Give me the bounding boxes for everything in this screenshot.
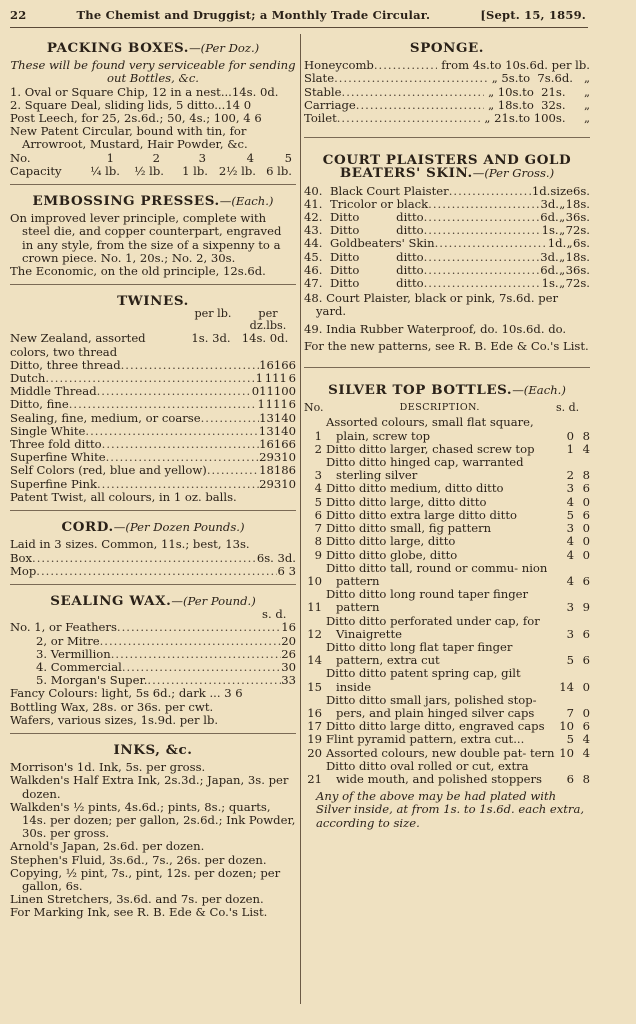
- table-row: 3 Ditto ditto hinged cap, warranted sterling silver 2 8: [314, 455, 590, 483]
- list-item: Linen Stretchers, 3s.6d. and 7s. per dozen.: [10, 892, 264, 907]
- table-row: 4. Commercial ..... 3 0: [10, 661, 296, 674]
- section-heading: PACKING BOXES.—(Per Doz.): [46, 40, 260, 56]
- twines-section: [10, 295, 296, 511]
- section-rule: [10, 510, 296, 511]
- table-row: 1 Assorted colours, small flat square, plain, screw top 0 8: [314, 415, 590, 443]
- table-row: 44. Goldbeaters' Skin ..... 1d. „ 6s.: [304, 237, 590, 250]
- twines-column-heads: per lb. per dz.lbs.: [194, 307, 287, 333]
- list-item: 48. Court Plaister, black or pink, 7s.6d. per yard.: [304, 291, 559, 319]
- table-row: New Zealand, assorted colors, two thread 1s. 3d. 14s. 0d.: [10, 331, 289, 359]
- section-rule: [304, 367, 590, 368]
- table-row: 2 Ditto ditto larger, chased screw top 1 4: [314, 441, 590, 456]
- list-item: 2. Square Deal, sliding lids, 5 ditto...14 0: [10, 97, 252, 112]
- embossing-presses-section: [10, 195, 296, 285]
- table-row: 7 Ditto ditto small, fig pattern 3 0: [314, 521, 590, 536]
- table-row: 5 Ditto ditto large, ditto ditto 4 0: [314, 494, 590, 509]
- table-row: 8 Ditto ditto large, ditto 4 0: [314, 534, 590, 549]
- section-text: On improved lever principle, complete with steel die, and copper counterpart, engraved in any style, from the size of a sixpenny to a crown piece. No. 1, 20s.; No. 2, 30s.: [10, 211, 282, 265]
- sealing-wax-section: [10, 592, 296, 734]
- table-row: 10 Ditto ditto tall, round or commu- nion pattern 4 6: [307, 560, 590, 588]
- box-capacity-row: Capacity ¼ lb. ½ lb. 1 lb. 2½ lb. 6 lb.: [10, 163, 292, 178]
- table-row: 40. Black Court Plaister ..... 1d. size 6s.: [304, 185, 590, 198]
- inks-section: [10, 741, 296, 920]
- table-row: 4 Ditto ditto medium, ditto ditto 3 6: [314, 481, 590, 496]
- section-heading: SEALING WAX.—(Per Pound.): [50, 592, 256, 609]
- table-row: 41. Tricolor or black ..... 3d. „ 18s.: [304, 198, 590, 211]
- table-row: Mop ..... 6 3: [10, 565, 296, 578]
- table-row: 42. Ditto ditto ..... 6d. „ 36s.: [304, 211, 590, 224]
- table-row: Toilet ..... „ 21s. to 100s. „: [304, 112, 590, 125]
- page-number: 22: [10, 8, 27, 22]
- table-row: 47. Ditto ditto ..... 1s. „ 72s.: [304, 277, 590, 290]
- section-text: The Economic, on the old principle, 12s.6d.: [10, 264, 266, 279]
- table-row: 16 Ditto ditto small jars, polished stop- pers, and plain hinged silver caps 7 0: [307, 692, 590, 720]
- table-row: Dutch ..... 1 1 11 6: [10, 372, 296, 385]
- twines-footer: Patent Twist, all colours, in 1 oz. balls.: [10, 489, 237, 504]
- list-item: For Marking Ink, see R. B. Ede & Co.'s List.: [10, 905, 268, 920]
- section-rule: [10, 184, 296, 185]
- cord-section: [10, 521, 296, 585]
- table-row: Box ..... 6s. 3d.: [10, 552, 296, 565]
- list-item: Arnold's Japan, 2s.6d. per dozen.: [10, 839, 205, 854]
- table-row: 5. Morgan's Super. ..... 3 3: [10, 674, 296, 687]
- section-heading: SPONGE.: [409, 40, 485, 56]
- table-row: Superfine Pink ..... 2 9 31 0: [10, 478, 296, 491]
- table-header: No. DESCRIPTION. s. d.: [304, 401, 580, 415]
- section-note: These will be found very serviceable for sending out Bottles, &c.: [10, 58, 296, 86]
- table-row: 20 Assorted colours, new double pat- tern 10 4: [307, 745, 590, 760]
- section-rule: [10, 733, 296, 734]
- left-column: [10, 32, 296, 920]
- header-rule: [10, 27, 588, 28]
- list-item: Fancy Colours: light, 5s 6d.; dark ... 3 6: [10, 686, 243, 701]
- table-row: 17 Ditto ditto large ditto, engraved caps 10 6: [307, 719, 590, 734]
- table-row: 45. Ditto ditto ..... 3d. „ 18s.: [304, 251, 590, 264]
- issue-date: [Sept. 15, 1859.: [480, 8, 586, 22]
- table-row: No. 1, or Feathers ..... 1 6: [10, 621, 296, 634]
- list-item: Stephen's Fluid, 3s.6d., 7s., 26s. per dozen.: [10, 852, 267, 867]
- table-row: 11 Ditto ditto long round taper finger pattern 3 9: [307, 587, 590, 615]
- table-row: 21 Ditto ditto oval rolled or cut, extra wide mouth, and polished stoppers 6 8: [307, 758, 590, 786]
- sponge-section: [304, 42, 590, 138]
- section-heading: INKS, &c.: [113, 741, 193, 758]
- list-item: Bottling Wax, 28s. or 36s. per cwt.: [10, 699, 214, 714]
- list-item: For the new patterns, see R. B. Ede & Co.'s List.: [304, 338, 589, 353]
- column-divider: [300, 34, 301, 1004]
- list-item: Morrison's 1d. Ink, 5s. per gross.: [10, 760, 206, 775]
- table-row: 2, or Mitre ..... 2 0: [10, 635, 296, 648]
- section-heading: EMBOSSING PRESSES.—(Each.): [32, 193, 274, 210]
- section-rule: [304, 137, 590, 138]
- table-row: 6 Ditto ditto extra large ditto ditto 5 6: [314, 507, 590, 522]
- table-row: Slate ..... „ 5s. to 7s.6d. „: [304, 72, 590, 85]
- table-row: Three fold ditto ..... 1 6 16 6: [10, 438, 296, 451]
- silver-top-bottles-section: [304, 384, 590, 830]
- section-rule: [10, 284, 296, 285]
- list-item: 49. India Rubber Waterproof, do. 10s.6d. do.: [304, 321, 567, 336]
- table-row: 9 Ditto ditto globe, ditto 4 0: [314, 547, 590, 562]
- section-heading: SILVER TOP BOTTLES.—(Each.): [328, 382, 566, 399]
- court-plaister-section: [304, 154, 590, 368]
- journal-title: The Chemist and Druggist; a Monthly Trade Circular.: [76, 8, 431, 22]
- packing-boxes-section: [10, 42, 296, 185]
- table-row: Ditto, three thread ..... 1 6 16 6: [10, 359, 296, 372]
- list-item: Post Leech, for 25, 2s.6d.; 50, 4s.; 100, 4 6: [10, 111, 262, 126]
- section-heading: TWINES.: [117, 293, 189, 310]
- table-row: Sealing, fine, medium, or coarse ..... 1 3 14 0: [10, 412, 296, 425]
- section-heading: COURT PLAISTERS AND GOLD BEATERS' SKIN.—(Per Gross.): [322, 152, 572, 182]
- list-item: Copying, ½ pint, 7s., pint, 12s. per dozen; per gallon, 6s.: [10, 865, 281, 893]
- table-row: 14 Ditto ditto long flat taper finger pattern, extra cut 5 6: [307, 639, 590, 668]
- list-item: Walkden's Half Extra Ink, 2s.3d.; Japan, 3s. per dozen.: [10, 773, 289, 801]
- table-row: 15 Ditto ditto patent spring cap, gilt inside 14 0: [307, 666, 590, 694]
- list-item: New Patent Circular, bound with tin, for Arrowroot, Mustard, Hair Powder, &c.: [10, 124, 248, 152]
- table-row: 3. Vermillion ..... 2 6: [10, 648, 296, 661]
- list-item: 1. Oval or Square Chip, 12 in a nest...14s. 0d.: [10, 84, 279, 99]
- table-row: 43. Ditto ditto ..... 1s. „ 72s.: [304, 224, 590, 237]
- table-row: Stable ..... „ 10s. to 21s. „: [304, 86, 590, 99]
- table-row: 19 Flint pyramid pattern, extra cut... 5 4: [307, 732, 590, 747]
- plating-note: Any of the above may be had plated with Silver inside, at from 1s. to 1s.6d. each extra, according to size.: [316, 789, 585, 830]
- table-row: Self Colors (red, blue and yellow) ..... 1 8 18 6: [10, 464, 296, 477]
- right-column: [304, 32, 590, 830]
- table-row: Ditto, fine ..... 1 1 11 6: [10, 398, 296, 411]
- section-heading: CORD.—(Per Dozen Pounds.): [61, 519, 245, 536]
- section-text: Laid in 3 sizes. Common, 11s.; best, 13s.: [10, 537, 250, 552]
- table-row: Superfine White ..... 2 9 31 0: [10, 451, 296, 464]
- box-number-row: No. 1 2 3 4 5: [10, 150, 292, 165]
- table-row: Single White ..... 1 3 14 0: [10, 425, 296, 438]
- list-item: Walkden's ½ pints, 4s.6d.; pints, 8s.; quarts, 14s. per dozen; per gallon, 2s.6d.; Ink Powder, 30s. per gross.: [10, 799, 296, 841]
- section-rule: [10, 584, 296, 585]
- list-item: Wafers, various sizes, 1s.9d. per lb.: [10, 712, 219, 727]
- table-row: 12 Ditto ditto perforated under cap, for Vinaigrette 3 6: [307, 613, 590, 641]
- page-header: [10, 6, 586, 24]
- table-row: Honeycomb ..... from 4s. to 10s.6d. per lb.: [304, 59, 590, 72]
- table-row: 46. Ditto ditto ..... 6d. „ 36s.: [304, 264, 590, 277]
- table-row: Carriage ..... „ 18s. to 32s. „: [304, 99, 590, 112]
- sd-header: s. d.: [262, 607, 287, 622]
- table-row: Middle Thread ..... 0 11 10 0: [10, 385, 296, 398]
